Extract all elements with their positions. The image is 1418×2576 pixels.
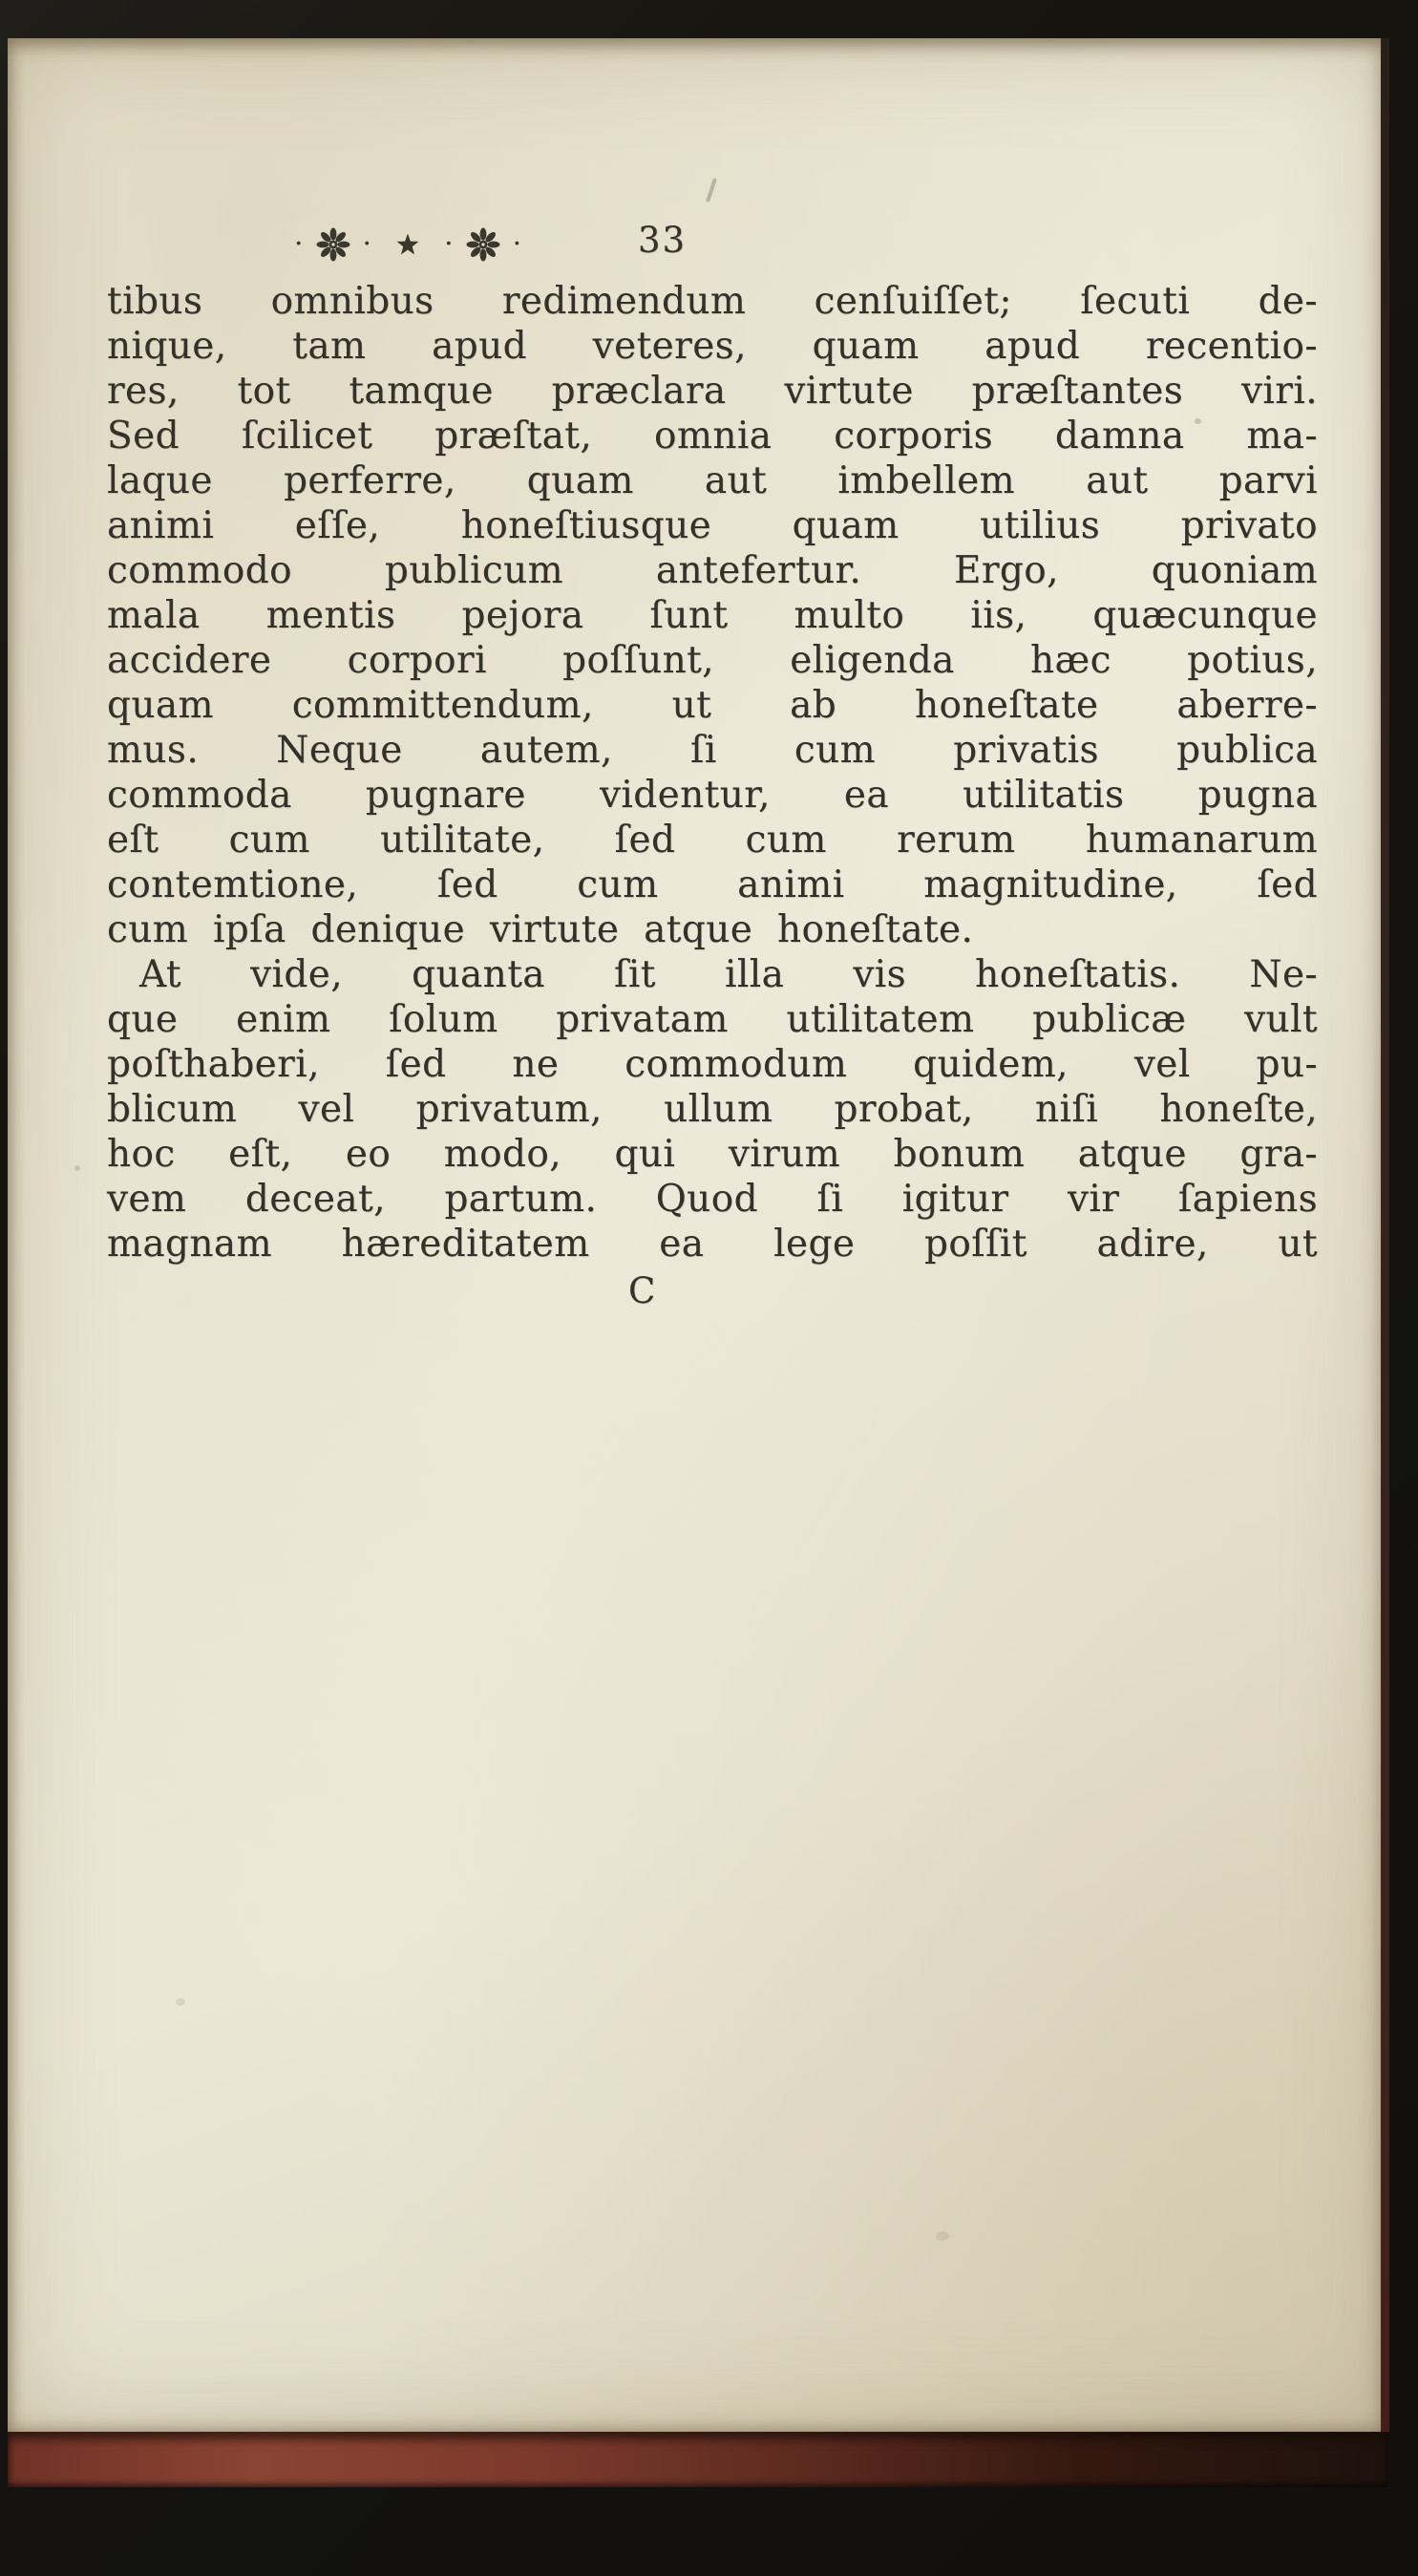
header-ornaments	[294, 227, 521, 262]
text-line: tibus omnibus redimendum cenſuiſſet; ſecuti de-	[107, 280, 1318, 323]
text-line: mala mentis pejora ſunt multo iis, quæcunque	[107, 594, 1318, 637]
page-number: 33	[638, 220, 688, 261]
body-text	[107, 279, 1318, 1267]
text-line: que enim ſolum privatam utilitatem publicæ vult	[107, 998, 1318, 1041]
text-block	[107, 220, 1318, 1311]
text-line: nique, tam apud veteres, quam apud recentio-	[107, 325, 1318, 368]
star-ornament-icon	[395, 232, 420, 257]
paper-stain	[176, 1998, 185, 2006]
ornament-dot-icon: ·	[362, 227, 372, 261]
page-right-edge	[1381, 38, 1389, 2432]
text-line: cum ipſa denique virtute atque honeſtate.	[107, 908, 974, 951]
ornament-dot-icon: ·	[512, 227, 522, 261]
rosette-ornament-icon	[464, 227, 502, 262]
text-line: contemtione, ſed cum animi magnitudine, ſed	[107, 863, 1318, 906]
text-line: eſt cum utilitate, ſed cum rerum humanarum	[107, 819, 1318, 862]
star-ornament-wrap	[395, 232, 420, 257]
paper-stain	[936, 2231, 949, 2241]
text-line: magnam hæreditatem ea lege poſſit adire, ut	[107, 1223, 1318, 1266]
page-edge-stain	[8, 2432, 1388, 2487]
book-page	[8, 38, 1388, 2432]
text-line: mus. Neque autem, ſi cum privatis publica	[107, 729, 1318, 772]
text-line: res, tot tamque præclara virtute præſtantes viri.	[107, 370, 1318, 413]
text-line: blicum vel privatum, ullum probat, niſi honeſte,	[107, 1088, 1318, 1131]
text-line: At vide, quanta ſit illa vis honeſtatis. Ne-	[139, 953, 1318, 996]
text-line: Sed ſcilicet præſtat, omnia corporis damna ma-	[107, 415, 1318, 458]
text-line: hoc eſt, eo modo, qui virum bonum atque gra-	[107, 1133, 1318, 1176]
text-line: laque perferre, quam aut imbellem aut parvi	[107, 459, 1318, 502]
signature-mark: C	[628, 1270, 656, 1311]
page-header	[107, 220, 1318, 279]
text-line: quam committendum, ut ab honeſtate aberre-	[107, 684, 1318, 727]
paper-stain	[706, 178, 717, 202]
text-line: poſthaberi, ſed ne commodum quidem, vel pu-	[107, 1043, 1318, 1086]
text-line: vem deceat, partum. Quod ſi igitur vir ſapiens	[107, 1178, 1318, 1221]
text-line: commodo publicum antefertur. Ergo, quoniam	[107, 549, 1318, 592]
ornament-dot-icon: ·	[444, 227, 454, 261]
ornament-dot-icon: ·	[294, 227, 304, 261]
text-line: commoda pugnare videntur, ea utilitatis pugna	[107, 774, 1318, 817]
text-line: accidere corpori poſſunt, eligenda hæc potius,	[107, 639, 1318, 682]
text-line: animi eſſe, honeſtiusque quam utilius privato	[107, 504, 1318, 547]
rosette-ornament-icon	[314, 227, 352, 262]
paper-stain	[74, 1165, 80, 1171]
